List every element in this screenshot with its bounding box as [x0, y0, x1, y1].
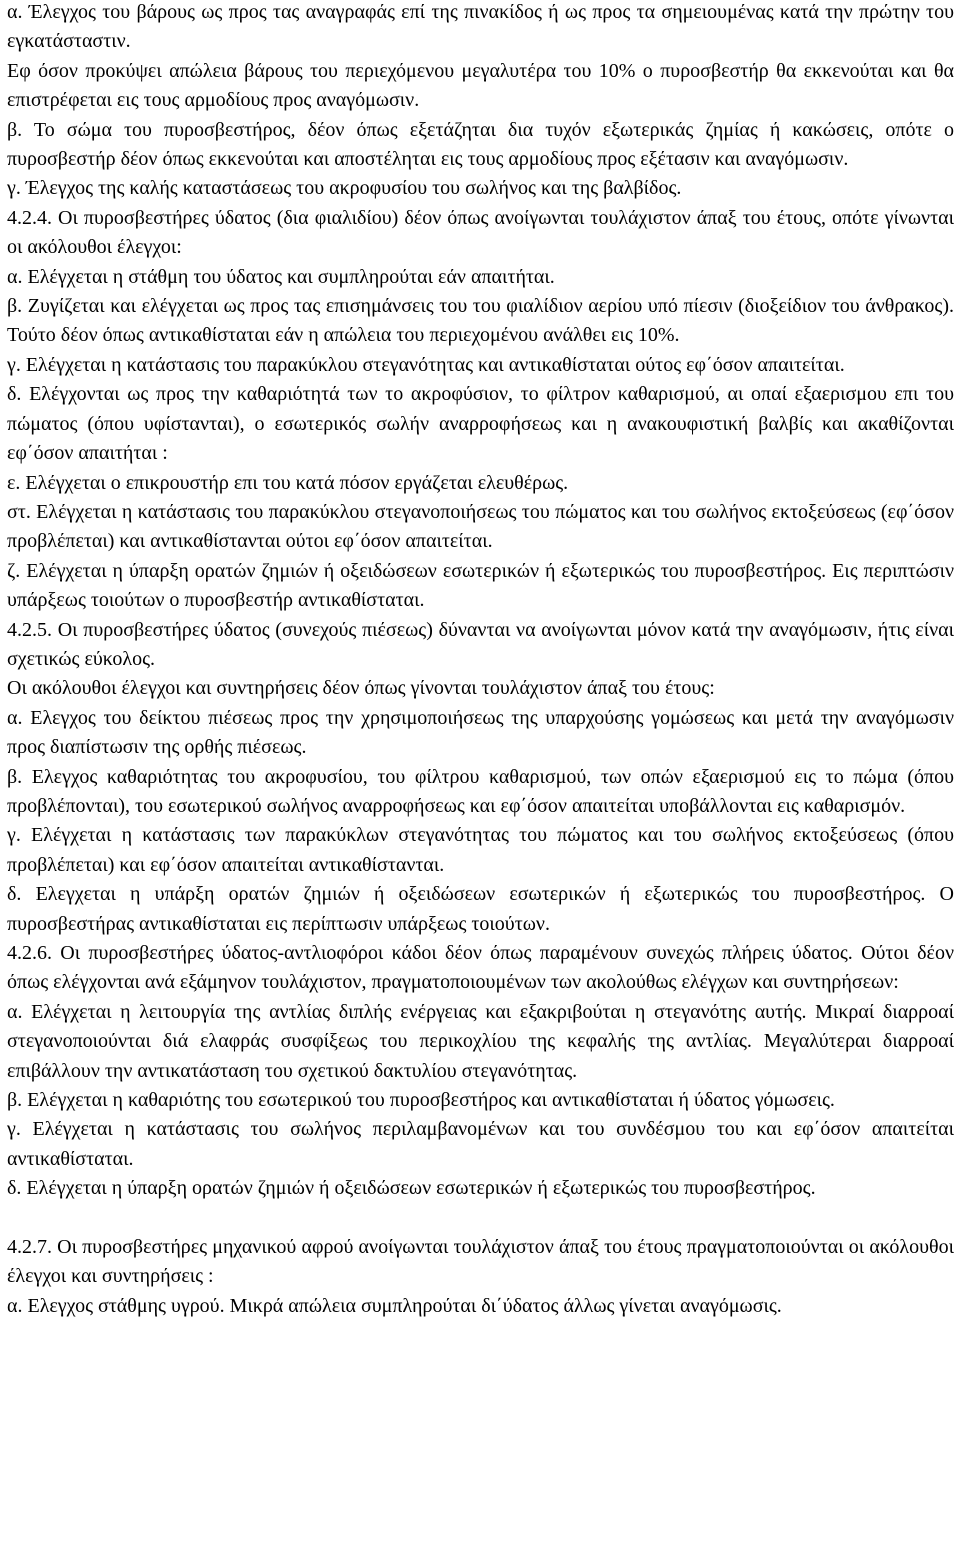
list-item-4-2-6-a: α. Ελέγχεται η λειτουργία της αντλίας διπλής ενέργειας και εξακριβούται η στεγανότης αυτής. Μικραί διαρροαί στεγανοποιούνται διά ελαφράς συσφίξεως του περικοχλίου της κεφαλής της αντλίας. Μεγαλύτεραι διαρροαί επιβάλλουν την αντικατάσταση του σχετικού δακτυλίου στεγανότητας. — [7, 1000, 954, 1082]
paragraph-weight-loss: Εφ όσον προκύψει απώλεια βάρους του περιεχόμενου μεγαλυτέρα του 10% ο πυροσβεστήρ θα εκκενούται και θα επιστρέφεται εις τους αρμοδίους προς αναγόμωσιν. — [7, 59, 954, 112]
list-item-4-2-5-d: δ. Ελεγχεται η υπάρξη ορατών ζημιών ή οξειδώσεων εσωτερικών ή εξωτερικώς του πυροσβεστήρος. Ο πυροσβεστήρας αντικαθίσταται εις περίπτωσιν υπάρξεως τοιούτων. — [7, 883, 954, 935]
list-item-4-2-4-d: δ. Ελέγχονται ως προς την καθαριότητά των το ακροφύσιον, το φίλτρον καθαρισμού, αι οπαί εξαερισμου επι του πώματος (όπου υφίστανται), ο εσωτερικός σωλήν αναρροφήσεως και η ανακουφιστική βαλβίς και ακαθίζονται εφ΄όσον απαιτήται : — [7, 383, 954, 465]
list-item-4-2-4-a: α. Ελέγχεται η στάθμη του ύδατος και συμπληρούται εάν απαιτήται. — [7, 265, 555, 288]
list-item-4-2-6-c: γ. Ελέγχεται η κατάστασις του σωλήνος περιλαμβανομένων και του συνδέσμου του και εφ΄όσον απαιτείται αντικαθίσταται. — [7, 1118, 954, 1170]
list-item-4-2-5-a: α. Ελεγχος του δείκτου πιέσεως προς την χρησιμοποιήσεως της υπαρχούσης γομώσεως και μετά την αναγόμωσιν προς διαπίστωσιν της ορθής πιέσεως. — [7, 706, 954, 759]
list-item-4-2-7-a: α. Ελεγχος στάθμης υγρού. Μικρά απώλεια συμπληρούται δι΄ύδατος άλλως γίνεται αναγόμωσις. — [7, 1294, 782, 1317]
list-item-4-2-6-d: δ. Ελέγχεται η ύπαρξη ορατών ζημιών ή οξειδώσεων εσωτερικών ή εξωτερικώς του πυροσβεστήρος. — [7, 1177, 816, 1200]
section-4-2-6: 4.2.6. Οι πυροσβεστήρες ύδατος-αντλιοφόροι κάδοι δέον όπως παραμένουν συνεχώς πλήρεις ύδατος. Ούτοι δέον όπως ελέγχονται ανά εξάμηνον τουλάχιστον, πραγματοποιουμένων των ακολούθως ελέγχων και συντηρήσεων: — [7, 942, 954, 994]
list-item-4-2-4-b: β. Ζυγίζεται και ελέγχεται ως προς τας επισημάνσεις του του φιαλίδιον αερίου υπό πίεσιν (διοξείδιον του άνθρακος). Τούτο δέον όπως αντικαθίσταται εάν η απώλεια του περιεχομένου ανάλθει εις 10%. — [7, 295, 954, 347]
section-4-2-7: 4.2.7. Οι πυροσβεστήρες μηχανικού αφρού ανοίγωνται τουλάχιστον άπαξ του έτους πραγματοποιούνται οι ακόλουθοι έλεγχοι και συντηρήσεις : — [7, 1236, 954, 1288]
paragraph-body-inspection: β. Το σώμα του πυροσβεστήρος, δέον όπως εξετάζηται δια τυχόν εξωτερικάς ζημίας ή κακώσεις, οπότε ο πυροσβεστήρ δέον όπως εκκενούται και αποστέληται εις τους αρμοδίους προς εξέτασιν και αναγόμωσιν. — [7, 118, 954, 171]
list-item-4-2-6-b: β. Ελέγχεται η καθαριότης του εσωτερικού του πυροσβεστήρος και αντικαθίσταται ή ύδατος γόμωσεις. — [7, 1089, 835, 1112]
list-item-4-2-5-c: γ. Ελέγχεται η κατάστασις των παρακύκλων στεγανότητας του πώματος και του σωλήνος εκτοξεύσεως (όπου προβλέπεται) και εφ΄όσον απαιτείται αντικαθίστανται. — [7, 824, 954, 876]
list-item-4-2-4-c: γ. Ελέγχεται η κατάστασις του παρακύκλου στεγανότητας και αντικαθίσταται ούτος εφ΄όσον απαιτείται. — [7, 353, 845, 376]
list-item-4-2-4-st: στ. Ελέγχεται η κατάστασις του παρακύκλου στεγανοποιήσεως του πώματος και του σωλήνος εκτοξεύσεως (εφ΄όσον προβλέπεται) και αντικαθίστανται ούτοι εφ΄όσον απαιτείται. — [7, 500, 954, 553]
paragraph-4-2-5-intro: Οι ακόλουθοι έλεγχοι και συντηρήσεις δέον όπως γίνονται τουλάχιστον άπαξ του έτους: — [7, 677, 715, 700]
list-item-4-2-5-b: β. Ελεγχος καθαριότητας του ακροφυσίου, του φίλτρου καθαρισμού, των οπών εξαερισμού εις το πώμα (όπου προβλέπονται), του εσωτερικού σωλήνος αναρροφήσεως και εφ΄όσον απαιτείται υποβάλλονται εις καθαρισμόν. — [7, 765, 954, 817]
list-item-4-2-4-e: ε. Ελέγχεται ο επικρουστήρ επι του κατά πόσον εργάζεται ελευθέρως. — [7, 471, 569, 494]
section-4-2-4: 4.2.4. Οι πυροσβεστήρες ύδατος (δια φιαλιδίου) δέον όπως ανοίγωνται τουλάχιστον άπαξ του έτους, οπότε γίνωνται οι ακόλουθοι έλεγχοι: — [7, 206, 954, 259]
paragraph-nozzle-check: γ. Έλεγχος της καλής καταστάσεως του ακροφυσίου του σωλήνος και της βαλβίδος. — [7, 177, 682, 200]
section-4-2-5: 4.2.5. Οι πυροσβεστήρες ύδατος (συνεχούς πιέσεως) δύνανται να ανοίγωνται μόνον κατά την αναγόμωσιν, ήτις είναι σχετικώς εύκολος. — [7, 618, 954, 670]
paragraph-weight-check: α. Έλεγχος του βάρους ως προς τας αναγραφάς επί της πινακίδος ή ως προς τα σημειουμένας κατά την πρώτην του εγκατάσταστιν. — [7, 1, 954, 53]
list-item-4-2-4-z: ζ. Ελέγχεται η ύπαρξη ορατών ζημιών ή οξειδώσεων εσωτερικών ή εξωτερικώς του πυροσβεστήρος. Εις περιπτώσιν υπάρξεως τοιούτων ο πυροσβεστήρ αντικαθίσταται. — [7, 559, 954, 612]
